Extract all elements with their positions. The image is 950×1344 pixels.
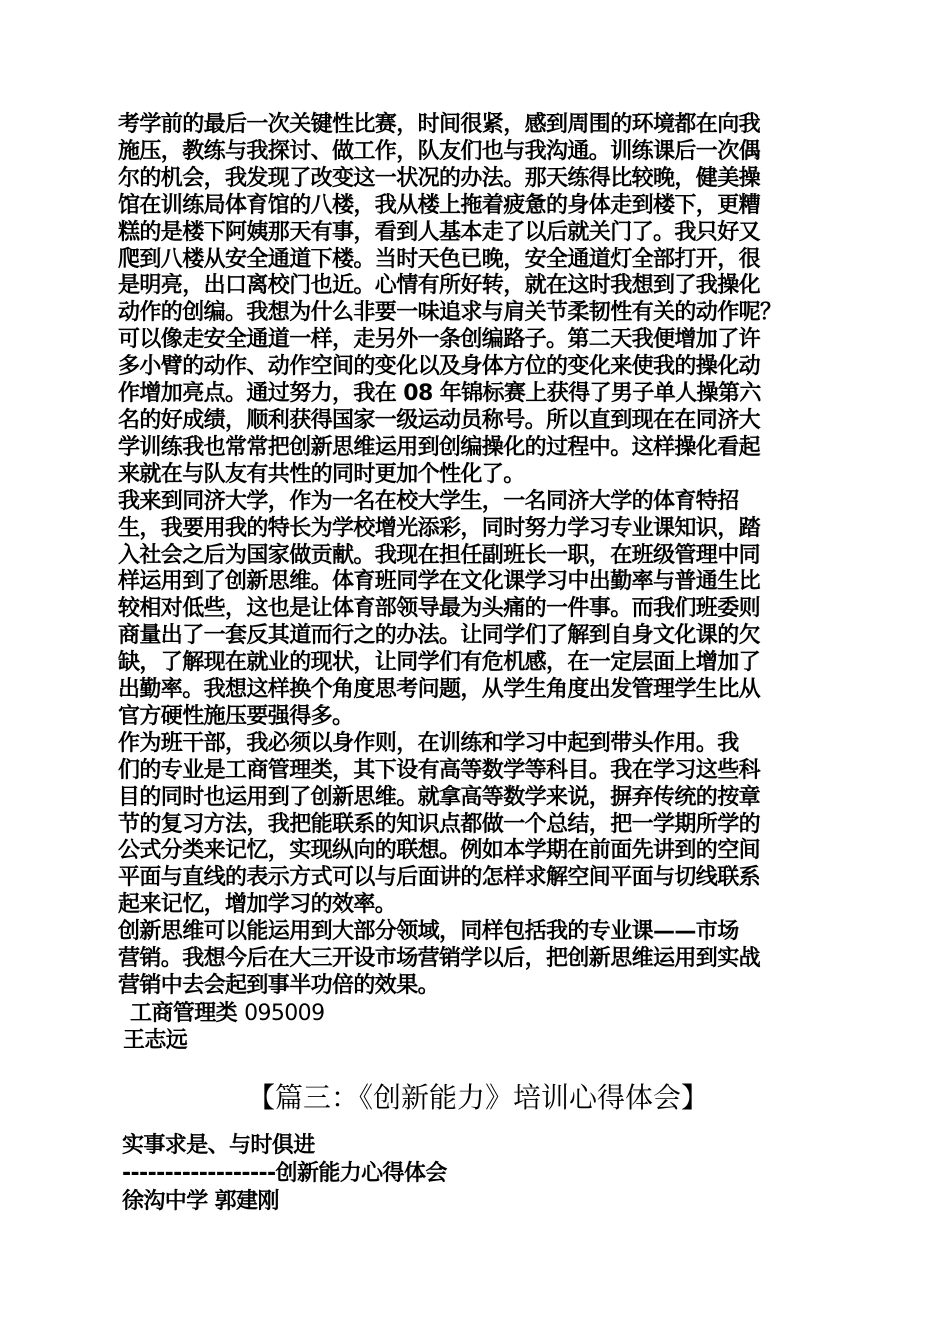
text-line: 作为班干部，我必须以身作则，在训练和学习中起到带头作用。我 <box>118 730 739 756</box>
text-line: 来就在与队友有共性的同时更加个性化了。 <box>118 461 525 487</box>
text-line: 们的专业是工商管理类，其下设有高等数学等科目。我在学习这些科 <box>118 757 761 783</box>
text-line: 是明亮，出口离校门也近。心情有所好转，就在这时我想到了我操化 <box>118 273 761 299</box>
text-line: 学训练我也常常把创新思维运用到创编操化的过程中。这样操化看起 <box>118 434 761 460</box>
article-header <box>122 1132 822 1216</box>
text-line: 可以像走安全通道一样，走另外一条创编路子。第二天我便增加了许 <box>118 327 761 353</box>
article-subtitle: ------------------创新能力心得体会 <box>122 1161 447 1186</box>
text-line: 平面与直线的表示方式可以与后面讲的怎样求解空间平面与切线联系 <box>118 865 761 891</box>
document-body <box>118 112 838 1054</box>
text-line: 营销中去会起到事半功倍的效果。 <box>118 973 440 998</box>
text-line: 起来记忆，增加学习的效率。 <box>118 892 397 918</box>
signature-name: 王志远 <box>123 1027 188 1053</box>
text-line: 爬到八楼从安全通道下楼。当时天色已晚，安全通道灯全部打开，很 <box>118 246 761 272</box>
article-author: 徐沟中学 郭建刚 <box>122 1189 279 1214</box>
text-line: 较相对低些，这也是让体育部领导最为头痛的一件事。而我们班委则 <box>118 596 761 622</box>
text-line: 作增加亮点。通过努力，我在 08 年锦标赛上获得了男子单人操第六 <box>118 381 761 407</box>
class-number: 095009 <box>244 1000 325 1026</box>
text-line: 节的复习方法，我把能联系的知识点都做一个总结，把一学期所学的 <box>118 811 761 837</box>
text-line: 名的好成绩，顺利获得国家一级运动员称号。所以直到现在在同济大 <box>118 407 761 433</box>
paragraph-3 <box>118 731 838 919</box>
text-line: 官方硬性施压要强得多。 <box>118 703 354 729</box>
text-line: 商量出了一套反其道而行之的办法。让同学们了解到自身文化课的欠 <box>118 623 761 649</box>
signature-department <box>118 1000 838 1027</box>
text-line: 缺，了解现在就业的现状，让同学们有危机感，在一定层面上增加了 <box>118 650 761 676</box>
text-line: 创新思维可以能运用到大部分领域，同样包括我的专业课——市场 <box>118 919 739 945</box>
paragraph-2 <box>118 489 838 731</box>
department-name: 工商管理类 <box>130 1000 238 1026</box>
text-line: 施压，教练与我探讨、做工作，队友们也与我沟通。训练课后一次偶 <box>118 138 761 164</box>
paragraph-4 <box>118 919 838 1000</box>
text-line: 糕的是楼下阿姨那天有事，看到人基本走了以后就关门了。我只好又 <box>118 219 761 245</box>
paragraph-1 <box>118 112 838 489</box>
text-line: 多小臂的动作、动作空间的变化以及身体方位的变化来使我的操化动 <box>118 354 761 380</box>
text-line: 入社会之后为国家做贡献。我现在担任副班长一职，在班级管理中同 <box>118 542 761 568</box>
article-heading: 实事求是、与时俱进 <box>122 1133 315 1158</box>
text-line: 动作的创编。我想为什么非要一味追求与肩关节柔韧性有关的动作呢？ <box>118 300 782 326</box>
text-line: 出勤率。我想这样换个角度思考问题，从学生角度出发管理学生比从 <box>118 677 761 703</box>
text-line: 样运用到了创新思维。体育班同学在文化课学习中出勤率与普通生比 <box>118 569 761 595</box>
text-line: 考学前的最后一次关键性比赛，时间很紧，感到周围的环境都在向我 <box>118 112 761 137</box>
text-line: 尔的机会，我发现了改变这一状况的办法。那天练得比较晚，健美操 <box>118 165 761 191</box>
text-line: 馆在训练局体育馆的八楼，我从楼上拖着疲惫的身体走到楼下，更糟 <box>118 192 761 218</box>
text-line: 生，我要用我的特长为学校增光添彩，同时努力学习专业课知识，踏 <box>118 515 761 541</box>
text-line: 我来到同济大学，作为一名在校大学生，一名同济大学的体育特招 <box>118 488 739 514</box>
text-line: 营销。我想今后在大三开设市场营销学以后，把创新思维运用到实战 <box>118 946 761 972</box>
section-title: 【篇三：《创新能力》培训心得体会】 <box>246 1081 709 1114</box>
text-line: 目的同时也运用到了创新思维。就拿高等数学来说，摒弃传统的按章 <box>118 784 761 810</box>
text-line: 公式分类来记忆，实现纵向的联想。例如本学期在前面先讲到的空间 <box>118 838 761 864</box>
